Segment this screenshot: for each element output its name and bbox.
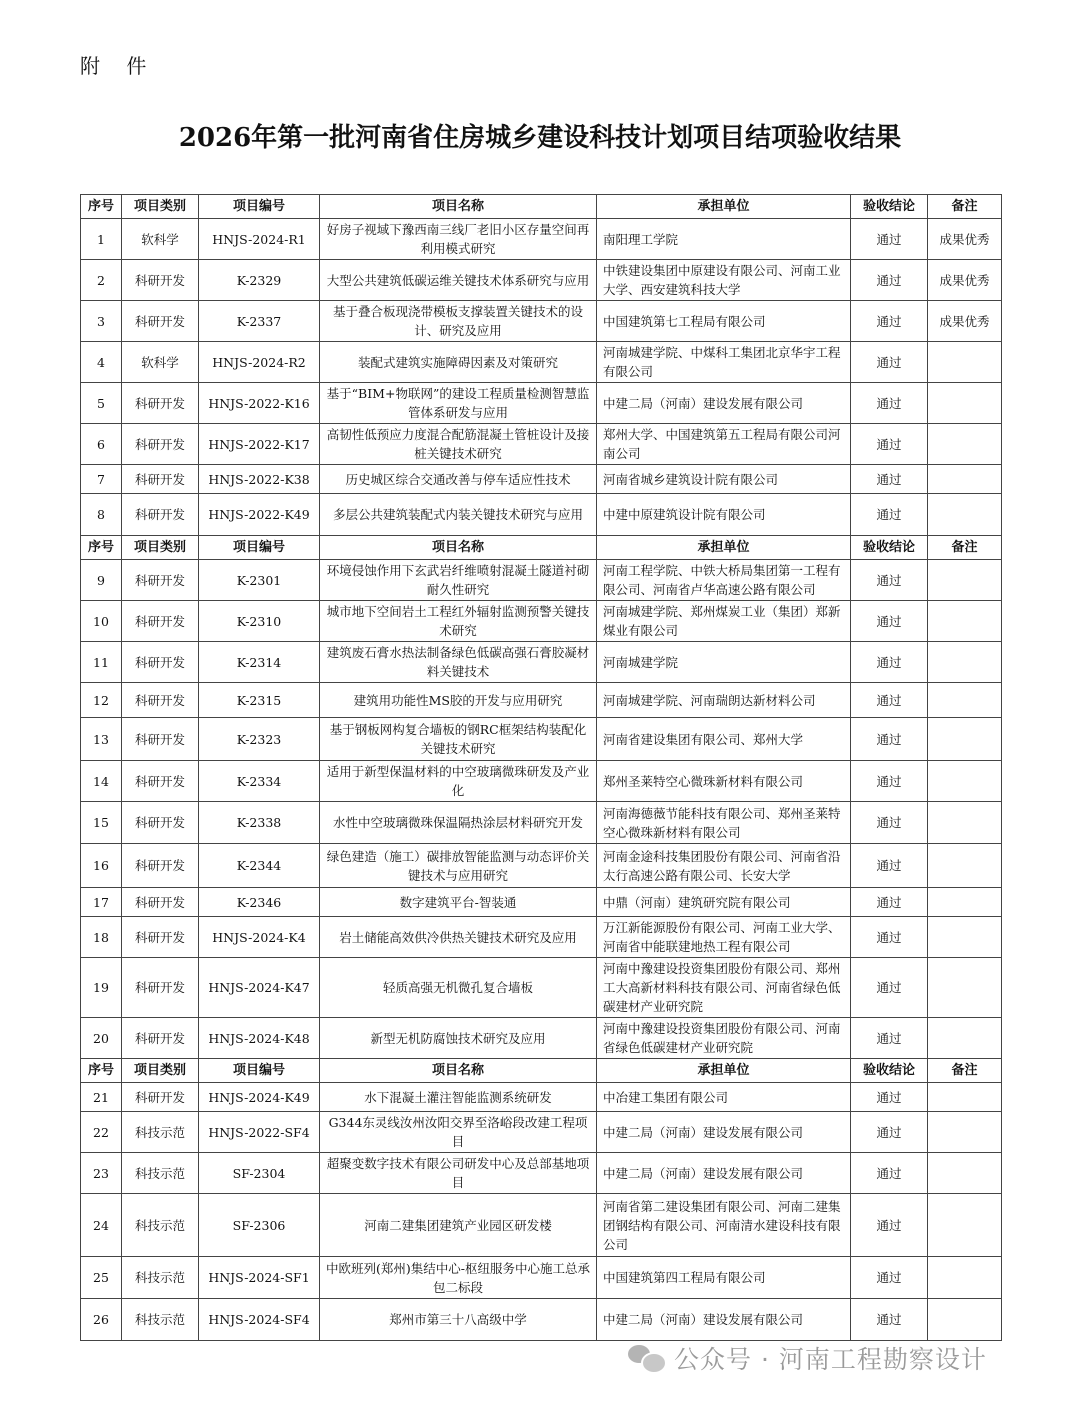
header-org: 承担单位 bbox=[597, 536, 851, 560]
cell-conclusion: 通过 bbox=[851, 301, 928, 342]
cell-code: HNJS-2024-R2 bbox=[199, 342, 320, 383]
cell-org: 河南工程学院、中铁大桥局集团第一工程有限公司、河南省卢华高速公路有限公司 bbox=[597, 560, 851, 601]
cell-org: 中国建筑第七工程局有限公司 bbox=[597, 301, 851, 342]
page-title: 2026年第一批河南省住房城乡建设科技计划项目结项验收结果 bbox=[178, 123, 902, 153]
header-category: 项目类别 bbox=[122, 195, 199, 219]
cell-category: 科研开发 bbox=[122, 494, 199, 536]
cell-code: K-2334 bbox=[199, 761, 320, 802]
table-row bbox=[81, 601, 1002, 642]
cell-category: 科研开发 bbox=[122, 424, 199, 465]
cell-index: 22 bbox=[81, 1112, 122, 1153]
table-row bbox=[81, 1194, 1002, 1257]
attachment-label: 附 件 bbox=[80, 54, 157, 78]
cell-index: 23 bbox=[81, 1153, 122, 1194]
table-header-row bbox=[81, 195, 1002, 219]
cell-org: 郑州大学、中国建筑第五工程局有限公司河南公司 bbox=[597, 424, 851, 465]
cell-org: 河南省建设集团有限公司、郑州大学 bbox=[597, 718, 851, 761]
cell-org: 河南城建学院 bbox=[597, 642, 851, 683]
header-name: 项目名称 bbox=[320, 536, 597, 560]
header-code: 项目编号 bbox=[199, 1059, 320, 1083]
cell-name: 岩土储能高效供冷供热关键技术研究及应用 bbox=[320, 917, 597, 958]
cell-index: 17 bbox=[81, 888, 122, 917]
cell-remark bbox=[928, 1018, 1002, 1059]
cell-name: 水下混凝土灌注智能监测系统研发 bbox=[320, 1083, 597, 1112]
cell-name: 数字建筑平台-智装通 bbox=[320, 888, 597, 917]
cell-index: 25 bbox=[81, 1257, 122, 1299]
cell-org: 河南中豫建设投资集团股份有限公司、河南省绿色低碳建材产业研究院 bbox=[597, 1018, 851, 1059]
cell-remark bbox=[928, 958, 1002, 1018]
table-row bbox=[81, 383, 1002, 424]
table-row bbox=[81, 494, 1002, 536]
cell-index: 15 bbox=[81, 802, 122, 844]
table-row bbox=[81, 560, 1002, 601]
cell-index: 8 bbox=[81, 494, 122, 536]
cell-remark: 成果优秀 bbox=[928, 260, 1002, 301]
cell-name: 城市地下空间岩土工程红外辐射监测预警关键技术研究 bbox=[320, 601, 597, 642]
cell-name: 好房子视域下豫西南三线厂老旧小区存量空间再利用模式研究 bbox=[320, 219, 597, 260]
cell-code: K-2337 bbox=[199, 301, 320, 342]
header-code: 项目编号 bbox=[199, 195, 320, 219]
cell-name: 适用于新型保温材料的中空玻璃微珠研发及产业化 bbox=[320, 761, 597, 802]
cell-index: 16 bbox=[81, 844, 122, 888]
cell-org: 河南城建学院、河南瑞朗达新材料公司 bbox=[597, 683, 851, 718]
header-org: 承担单位 bbox=[597, 195, 851, 219]
cell-category: 科研开发 bbox=[122, 718, 199, 761]
cell-index: 11 bbox=[81, 642, 122, 683]
cell-conclusion: 通过 bbox=[851, 1083, 928, 1112]
cell-name: 基于钢板网构复合墙板的钢RC框架结构装配化关键技术研究 bbox=[320, 718, 597, 761]
cell-index: 26 bbox=[81, 1299, 122, 1341]
cell-org: 河南城建学院、郑州煤炭工业（集团）郑新煤业有限公司 bbox=[597, 601, 851, 642]
cell-conclusion: 通过 bbox=[851, 917, 928, 958]
cell-org: 河南海德薇节能科技有限公司、郑州圣莱特空心微珠新材料有限公司 bbox=[597, 802, 851, 844]
cell-category: 科研开发 bbox=[122, 465, 199, 494]
cell-name: 中欧班列(郑州)集结中心-枢纽服务中心施工总承包二标段 bbox=[320, 1257, 597, 1299]
cell-org: 中建二局（河南）建设发展有限公司 bbox=[597, 1153, 851, 1194]
cell-org: 河南省第二建设集团有限公司、河南二建集团钢结构有限公司、河南清水建设科技有限公司 bbox=[597, 1194, 851, 1257]
cell-remark bbox=[928, 888, 1002, 917]
cell-conclusion: 通过 bbox=[851, 958, 928, 1018]
cell-code: K-2314 bbox=[199, 642, 320, 683]
cell-name: 基于“BIM+物联网”的建设工程质量检测智慧监管体系研发与应用 bbox=[320, 383, 597, 424]
cell-code: K-2329 bbox=[199, 260, 320, 301]
cell-category: 科研开发 bbox=[122, 260, 199, 301]
cell-conclusion: 通过 bbox=[851, 1018, 928, 1059]
cell-category: 科研开发 bbox=[122, 683, 199, 718]
cell-remark bbox=[928, 844, 1002, 888]
cell-conclusion: 通过 bbox=[851, 802, 928, 844]
table-row bbox=[81, 219, 1002, 260]
table-row bbox=[81, 683, 1002, 718]
cell-category: 软科学 bbox=[122, 219, 199, 260]
cell-category: 科研开发 bbox=[122, 761, 199, 802]
cell-remark bbox=[928, 494, 1002, 536]
cell-remark bbox=[928, 718, 1002, 761]
cell-org: 中建中原建筑设计院有限公司 bbox=[597, 494, 851, 536]
cell-code: HNJS-2024-SF4 bbox=[199, 1299, 320, 1341]
table-row bbox=[81, 1112, 1002, 1153]
cell-category: 科研开发 bbox=[122, 1083, 199, 1112]
cell-index: 10 bbox=[81, 601, 122, 642]
cell-org: 中国建筑第四工程局有限公司 bbox=[597, 1257, 851, 1299]
header-code: 项目编号 bbox=[199, 536, 320, 560]
cell-category: 科研开发 bbox=[122, 1018, 199, 1059]
cell-conclusion: 通过 bbox=[851, 718, 928, 761]
cell-code: HNJS-2024-R1 bbox=[199, 219, 320, 260]
cell-index: 19 bbox=[81, 958, 122, 1018]
cell-category: 科技示范 bbox=[122, 1257, 199, 1299]
cell-name: 基于叠合板现浇带模板支撑装置关键技术的设计、研究及应用 bbox=[320, 301, 597, 342]
cell-category: 科研开发 bbox=[122, 301, 199, 342]
cell-name: 建筑用功能性MS胶的开发与应用研究 bbox=[320, 683, 597, 718]
cell-category: 科研开发 bbox=[122, 888, 199, 917]
cell-conclusion: 通过 bbox=[851, 219, 928, 260]
cell-conclusion: 通过 bbox=[851, 1112, 928, 1153]
cell-name: 多层公共建筑装配式内装关键技术研究与应用 bbox=[320, 494, 597, 536]
cell-remark bbox=[928, 424, 1002, 465]
cell-name: 装配式建筑实施障碍因素及对策研究 bbox=[320, 342, 597, 383]
cell-remark bbox=[928, 601, 1002, 642]
cell-category: 科研开发 bbox=[122, 642, 199, 683]
cell-category: 软科学 bbox=[122, 342, 199, 383]
cell-name: 历史城区综合交通改善与停车适应性技术 bbox=[320, 465, 597, 494]
cell-category: 科技示范 bbox=[122, 1194, 199, 1257]
cell-category: 科技示范 bbox=[122, 1299, 199, 1341]
cell-name: 环境侵蚀作用下玄武岩纤维喷射混凝土隧道衬砌耐久性研究 bbox=[320, 560, 597, 601]
cell-code: HNJS-2022-SF4 bbox=[199, 1112, 320, 1153]
cell-conclusion: 通过 bbox=[851, 642, 928, 683]
cell-code: HNJS-2022-K49 bbox=[199, 494, 320, 536]
table-header-row bbox=[81, 1059, 1002, 1083]
cell-org: 南阳理工学院 bbox=[597, 219, 851, 260]
cell-code: K-2301 bbox=[199, 560, 320, 601]
cell-index: 4 bbox=[81, 342, 122, 383]
cell-org: 中冶建工集团有限公司 bbox=[597, 1083, 851, 1112]
cell-category: 科研开发 bbox=[122, 917, 199, 958]
cell-conclusion: 通过 bbox=[851, 1257, 928, 1299]
header-remark: 备注 bbox=[928, 195, 1002, 219]
cell-name: 河南二建集团建筑产业园区研发楼 bbox=[320, 1194, 597, 1257]
table-row bbox=[81, 424, 1002, 465]
cell-remark bbox=[928, 1083, 1002, 1112]
cell-code: K-2346 bbox=[199, 888, 320, 917]
cell-index: 12 bbox=[81, 683, 122, 718]
cell-remark bbox=[928, 342, 1002, 383]
cell-index: 18 bbox=[81, 917, 122, 958]
cell-category: 科研开发 bbox=[122, 958, 199, 1018]
cell-category: 科研开发 bbox=[122, 844, 199, 888]
cell-org: 中建二局（河南）建设发展有限公司 bbox=[597, 1299, 851, 1341]
cell-conclusion: 通过 bbox=[851, 383, 928, 424]
table-row bbox=[81, 642, 1002, 683]
table-row bbox=[81, 761, 1002, 802]
table-row bbox=[81, 260, 1002, 301]
cell-org: 中铁建设集团中原建设有限公司、河南工业大学、西安建筑科技大学 bbox=[597, 260, 851, 301]
cell-remark bbox=[928, 560, 1002, 601]
cell-category: 科技示范 bbox=[122, 1112, 199, 1153]
cell-org: 中鼎（河南）建筑研究院有限公司 bbox=[597, 888, 851, 917]
cell-name: 水性中空玻璃微珠保温隔热涂层材料研究开发 bbox=[320, 802, 597, 844]
cell-name: 新型无机防腐蚀技术研究及应用 bbox=[320, 1018, 597, 1059]
cell-org: 河南金途科技集团股份有限公司、河南省沿太行高速公路有限公司、长安大学 bbox=[597, 844, 851, 888]
cell-category: 科研开发 bbox=[122, 560, 199, 601]
cell-name: 建筑废石膏水热法制备绿色低碳高强石膏胶凝材料关键技术 bbox=[320, 642, 597, 683]
cell-remark: 成果优秀 bbox=[928, 219, 1002, 260]
cell-org: 中建二局（河南）建设发展有限公司 bbox=[597, 383, 851, 424]
cell-remark bbox=[928, 1112, 1002, 1153]
cell-index: 1 bbox=[81, 219, 122, 260]
table-row bbox=[81, 718, 1002, 761]
results-table bbox=[80, 194, 1002, 1341]
cell-code: HNJS-2022-K16 bbox=[199, 383, 320, 424]
cell-remark bbox=[928, 917, 1002, 958]
cell-remark bbox=[928, 383, 1002, 424]
header-index: 序号 bbox=[81, 1059, 122, 1083]
cell-conclusion: 通过 bbox=[851, 1194, 928, 1257]
wechat-icon bbox=[628, 1343, 666, 1373]
cell-remark bbox=[928, 465, 1002, 494]
header-conclusion: 验收结论 bbox=[851, 195, 928, 219]
cell-category: 科技示范 bbox=[122, 1153, 199, 1194]
cell-org: 河南省城乡建筑设计院有限公司 bbox=[597, 465, 851, 494]
cell-index: 13 bbox=[81, 718, 122, 761]
cell-code: HNJS-2024-K4 bbox=[199, 917, 320, 958]
cell-name: 超聚变数字技术有限公司研发中心及总部基地项目 bbox=[320, 1153, 597, 1194]
cell-conclusion: 通过 bbox=[851, 761, 928, 802]
watermark-text: 公众号 · 河南工程勘察设计 bbox=[674, 1345, 987, 1374]
table-row bbox=[81, 342, 1002, 383]
table-row bbox=[81, 1153, 1002, 1194]
cell-conclusion: 通过 bbox=[851, 424, 928, 465]
table-row bbox=[81, 301, 1002, 342]
cell-category: 科研开发 bbox=[122, 383, 199, 424]
header-category: 项目类别 bbox=[122, 536, 199, 560]
cell-code: K-2315 bbox=[199, 683, 320, 718]
cell-name: 高韧性低预应力度混合配筋混凝土管桩设计及接桩关键技术研究 bbox=[320, 424, 597, 465]
cell-conclusion: 通过 bbox=[851, 888, 928, 917]
cell-index: 6 bbox=[81, 424, 122, 465]
cell-conclusion: 通过 bbox=[851, 1153, 928, 1194]
cell-index: 5 bbox=[81, 383, 122, 424]
cell-category: 科研开发 bbox=[122, 601, 199, 642]
cell-code: HNJS-2024-K48 bbox=[199, 1018, 320, 1059]
table-row bbox=[81, 1299, 1002, 1341]
cell-org: 河南城建学院、中煤科工集团北京华宇工程有限公司 bbox=[597, 342, 851, 383]
cell-code: K-2310 bbox=[199, 601, 320, 642]
cell-name: 轻质高强无机微孔复合墙板 bbox=[320, 958, 597, 1018]
cell-remark bbox=[928, 761, 1002, 802]
cell-category: 科研开发 bbox=[122, 802, 199, 844]
cell-conclusion: 通过 bbox=[851, 342, 928, 383]
cell-index: 20 bbox=[81, 1018, 122, 1059]
table-row bbox=[81, 958, 1002, 1018]
header-index: 序号 bbox=[81, 195, 122, 219]
watermark bbox=[628, 1338, 987, 1378]
cell-org: 郑州圣莱特空心微珠新材料有限公司 bbox=[597, 761, 851, 802]
cell-conclusion: 通过 bbox=[851, 601, 928, 642]
cell-code: K-2338 bbox=[199, 802, 320, 844]
cell-name: 绿色建造（施工）碳排放智能监测与动态评价关键技术与应用研究 bbox=[320, 844, 597, 888]
header-conclusion: 验收结论 bbox=[851, 1059, 928, 1083]
cell-remark: 成果优秀 bbox=[928, 301, 1002, 342]
cell-name: 郑州市第三十八高级中学 bbox=[320, 1299, 597, 1341]
header-name: 项目名称 bbox=[320, 195, 597, 219]
cell-remark bbox=[928, 1153, 1002, 1194]
cell-conclusion: 通过 bbox=[851, 465, 928, 494]
cell-conclusion: 通过 bbox=[851, 844, 928, 888]
cell-index: 3 bbox=[81, 301, 122, 342]
cell-remark bbox=[928, 642, 1002, 683]
cell-conclusion: 通过 bbox=[851, 494, 928, 536]
cell-conclusion: 通过 bbox=[851, 1299, 928, 1341]
cell-conclusion: 通过 bbox=[851, 260, 928, 301]
cell-code: SF-2304 bbox=[199, 1153, 320, 1194]
table-row bbox=[81, 1257, 1002, 1299]
cell-code: SF-2306 bbox=[199, 1194, 320, 1257]
header-remark: 备注 bbox=[928, 1059, 1002, 1083]
cell-index: 24 bbox=[81, 1194, 122, 1257]
header-org: 承担单位 bbox=[597, 1059, 851, 1083]
cell-remark bbox=[928, 1299, 1002, 1341]
cell-code: K-2344 bbox=[199, 844, 320, 888]
cell-remark bbox=[928, 1194, 1002, 1257]
table-row bbox=[81, 888, 1002, 917]
header-remark: 备注 bbox=[928, 536, 1002, 560]
table-header-row bbox=[81, 536, 1002, 560]
table-row bbox=[81, 1018, 1002, 1059]
cell-index: 14 bbox=[81, 761, 122, 802]
table-row bbox=[81, 844, 1002, 888]
cell-name: G344东灵线汝州汝阳交界至洛峪段改建工程项目 bbox=[320, 1112, 597, 1153]
cell-name: 大型公共建筑低碳运维关键技术体系研究与应用 bbox=[320, 260, 597, 301]
header-index: 序号 bbox=[81, 536, 122, 560]
table-row bbox=[81, 917, 1002, 958]
header-category: 项目类别 bbox=[122, 1059, 199, 1083]
cell-code: K-2323 bbox=[199, 718, 320, 761]
cell-index: 9 bbox=[81, 560, 122, 601]
cell-org: 中建二局（河南）建设发展有限公司 bbox=[597, 1112, 851, 1153]
cell-org: 河南中豫建设投资集团股份有限公司、郑州工大高新材料科技有限公司、河南省绿色低碳建材产业研究院 bbox=[597, 958, 851, 1018]
cell-remark bbox=[928, 683, 1002, 718]
table-row bbox=[81, 465, 1002, 494]
cell-conclusion: 通过 bbox=[851, 560, 928, 601]
cell-code: HNJS-2022-K38 bbox=[199, 465, 320, 494]
cell-code: HNJS-2024-K47 bbox=[199, 958, 320, 1018]
cell-index: 2 bbox=[81, 260, 122, 301]
header-conclusion: 验收结论 bbox=[851, 536, 928, 560]
cell-code: HNJS-2024-SF1 bbox=[199, 1257, 320, 1299]
cell-code: HNJS-2022-K17 bbox=[199, 424, 320, 465]
cell-remark bbox=[928, 1257, 1002, 1299]
cell-conclusion: 通过 bbox=[851, 683, 928, 718]
table-row bbox=[81, 1083, 1002, 1112]
table-row bbox=[81, 802, 1002, 844]
cell-org: 万江新能源股份有限公司、河南工业大学、河南省中能联建地热工程有限公司 bbox=[597, 917, 851, 958]
cell-remark bbox=[928, 802, 1002, 844]
cell-index: 21 bbox=[81, 1083, 122, 1112]
header-name: 项目名称 bbox=[320, 1059, 597, 1083]
cell-index: 7 bbox=[81, 465, 122, 494]
cell-code: HNJS-2024-K49 bbox=[199, 1083, 320, 1112]
